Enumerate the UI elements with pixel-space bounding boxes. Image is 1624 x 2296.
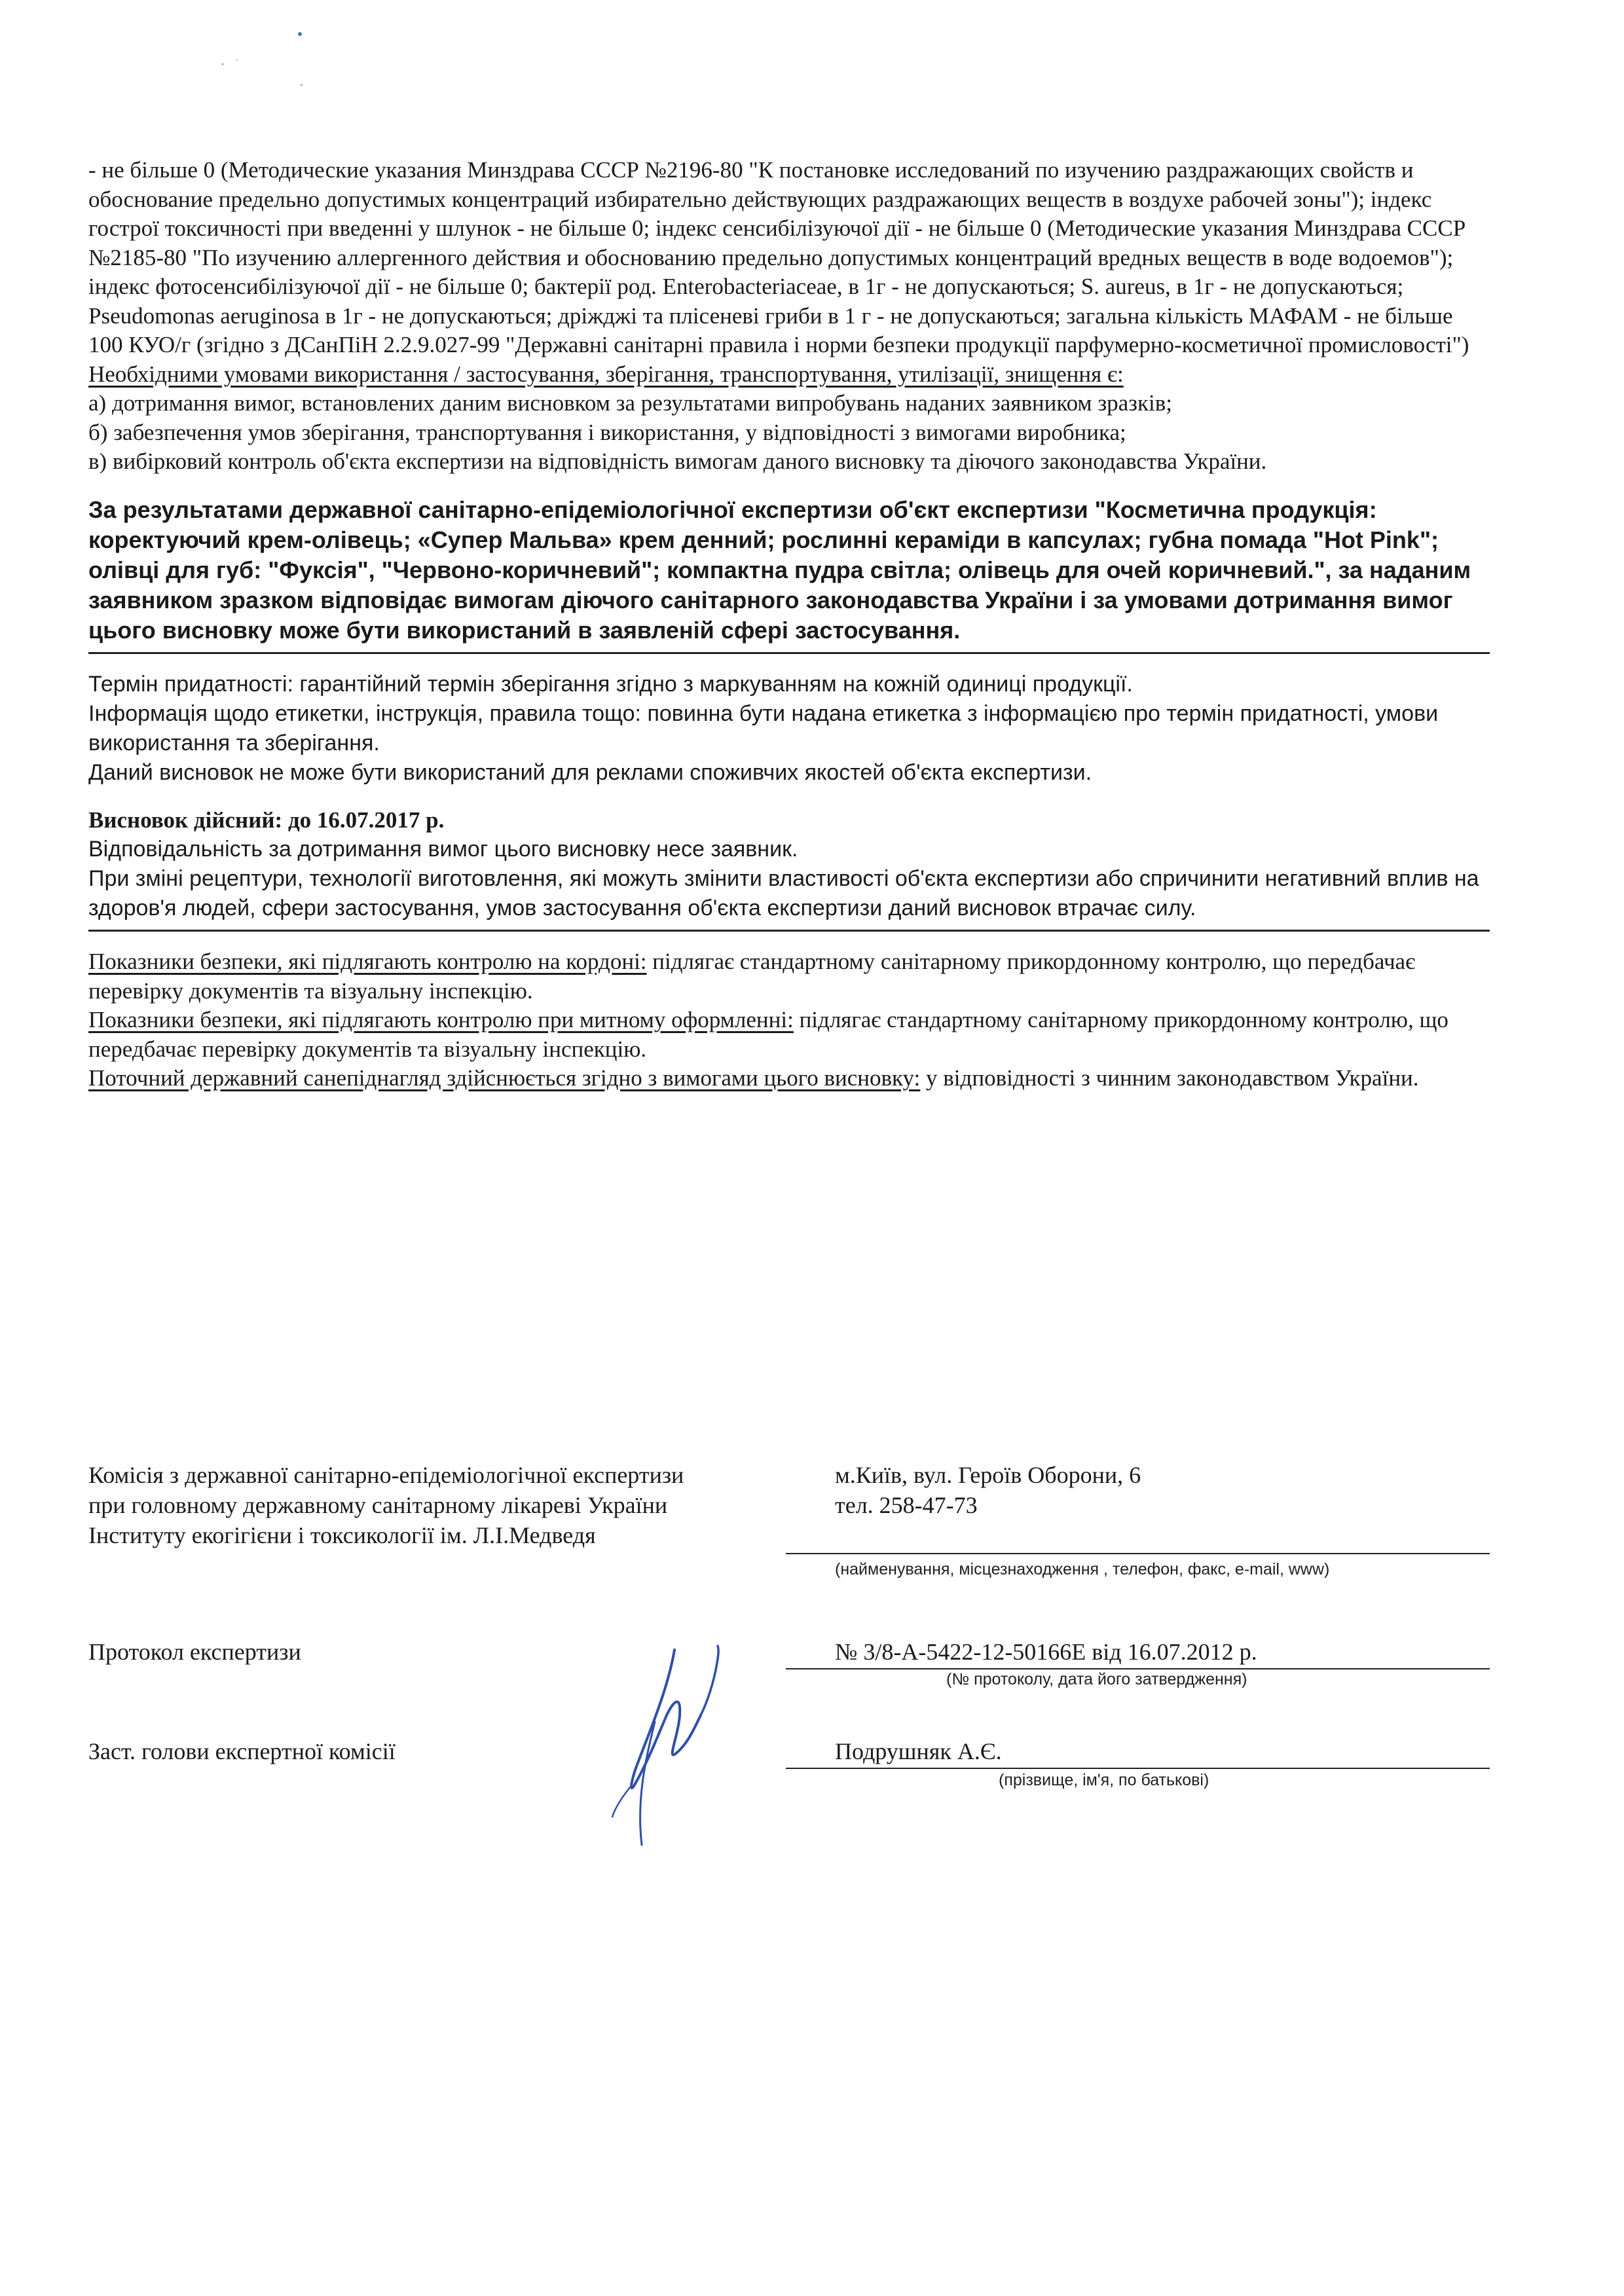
state-supervision — [88, 1064, 1490, 1093]
customs-control-label: Показники безпеки, які підлягають контролю при митному оформленні: — [88, 1007, 794, 1032]
expertise-conclusion: За результатами державної санітарно-епідеміологічної експертизи об'єкт експертизи "Косметична продукція: коректуючий крем-олівець; «Супер Мальва» крем денний; рослинні кераміди в капсулах; губна помада "Hot Pink"; олівці для губ: "Фуксія", "Червоно-коричневий"; компактна пудра світла; олівець для очей коричневий.", за наданим заявником зразком відповідає вимогам діючого санітарного законодавства України і за умовами дотримання вимог цього висновку може бути використаний в заявленій сфері застосування. — [88, 496, 1471, 644]
commission-line-1: Комісія з державної санітарно-епідеміологічної експертизи — [88, 1462, 684, 1488]
conditions-section — [88, 360, 1490, 477]
handwritten-signature — [576, 1637, 786, 1853]
address-fill-line — [786, 1553, 1490, 1554]
supervision-label: Поточний державний санепіднагляд здійснюється згідно з вимогами цього висновку: — [88, 1065, 921, 1091]
supervision-text: у відповідності з чинним законодавством України. — [920, 1065, 1419, 1091]
signer-role: Заст. голови експертної комісії — [88, 1738, 396, 1764]
label-section — [88, 699, 1490, 788]
conclusion-divider — [88, 652, 1490, 654]
border-control — [88, 947, 1490, 1006]
address-block — [835, 1460, 1490, 1520]
commission-phone: тел. 258-47-73 — [835, 1492, 978, 1518]
responsibility-section — [88, 835, 1490, 923]
signer-name: Подрушняк А.Є. — [835, 1738, 1002, 1764]
commission-block — [88, 1460, 822, 1550]
responsibility-text: Відповідальність за дотримання вимог цього висновку несе заявник. — [88, 837, 798, 862]
commission-line-2: при головному державному санітарному лікареві України — [88, 1492, 668, 1518]
conditions-item-c: в) вибірковий контроль об'єкта експертизи на відповідність вимогам даного висновку та діючого законодавства України. — [88, 448, 1267, 474]
commission-line-3: Інституту екогігієни і токсикології ім. Л.І.Медведя — [88, 1522, 596, 1548]
border-control-label: Показники безпеки, які підлягають контролю на кордоні: — [88, 949, 647, 974]
conditions-heading: Необхідними умовами використання / застосування, зберігання, транспортування, утилізації, знищення є: — [88, 361, 1124, 387]
signer-caption: (прізвище, ім'я, по батькові) — [999, 1771, 1209, 1789]
scan-specks — [196, 20, 327, 98]
commission-address: м.Київ, вул. Героїв Оборони, 6 — [835, 1462, 1141, 1488]
customs-control — [88, 1006, 1490, 1064]
label-info: Інформація щодо етикетки, інструкція, правила тощо: повинна бути надана етикетка з інформацією про термін придатності, умови використання та зберігання. — [88, 701, 1439, 756]
customs-control-text: підлягає стандартному санітарному прикордонному контролю, що передбачає перевірку документів та візуальну інспекцію. — [88, 1007, 1449, 1062]
address-caption: (найменування, місцезнаходження , телефон, факс, e-mail, www) — [835, 1560, 1330, 1578]
shelf-life: Термін придатності: гарантійний термін зберігання згідно з маркуванням на кожній одиниці продукції. — [88, 671, 1133, 697]
validity-date: Висновок дійсний: до 16.07.2017 р. — [88, 807, 445, 833]
protocol-label: Протокол експертизи — [88, 1639, 301, 1665]
document-body — [88, 156, 1490, 1093]
intro-paragraph: - не більше 0 (Методические указания Минздрава СССР №2196-80 "К постановке исследований по изучению раздражающих свойств и обоснование предельно допустимых концентраций избирательно действующих раздражающих веществ в воздухе рабочей зоны"); індекс гострої токсичності при введенні у шлунок - не більше 0; індекс сенсибілізуючої дії - не більше 0 (Методические указания Минздрава СССР №2185-80 "По изучению аллергенного действия и обоснованию предельно допустимых концентраций вредных веществ в воде водоемов"); індекс фотосенсибілізуючої дії - не більше 0; бактерії род. Enterobacteriaceae, в 1г - не допускаються; S. aureus, в 1г - не допускаються; Pseudomonas aeruginosa в 1г - не допускаються; дріжджі та плісеневі гриби в 1 г - не допускаються; загальна кількість МАФАМ - не більше 100 КУО/г (згідно з ДСанПіН 2.2.9.027-99 "Державні санітарні правила і норми безпеки продукції парфумерно-косметичної промисловості") — [88, 157, 1469, 357]
protocol-caption: (№ протоколу, дата його затвердження) — [946, 1670, 1247, 1688]
protocol-number: № 3/8-А-5422-12-50166Е від 16.07.2012 р. — [835, 1639, 1257, 1665]
responsibility-divider — [88, 930, 1490, 932]
change-clause: При зміні рецептури, технології виготовлення, які можуть змінити властивості об'єкта експертизи або спричинити негативний вплив на здоров'я людей, сфери застосування, умов застосування об'єкта експертизи даний висновок втрачає силу. — [88, 866, 1479, 920]
advertising-note: Даний висновок не може бути використаний для реклами споживчих якостей об'єкта експертизи. — [88, 759, 1092, 785]
conditions-item-b: б) забезпечення умов зберігання, транспортування і використання, у відповідності з вимогами виробника; — [88, 419, 1126, 445]
signer-fill-line — [786, 1768, 1490, 1769]
border-control-text: підлягає стандартному санітарному прикордонному контролю, що передбачає перевірку документів та візуальну інспекцію. — [88, 949, 1416, 1004]
conditions-item-a: а) дотримання вимог, встановлених даним висновком за результатами випробувань наданих заявником зразків; — [88, 390, 1172, 416]
